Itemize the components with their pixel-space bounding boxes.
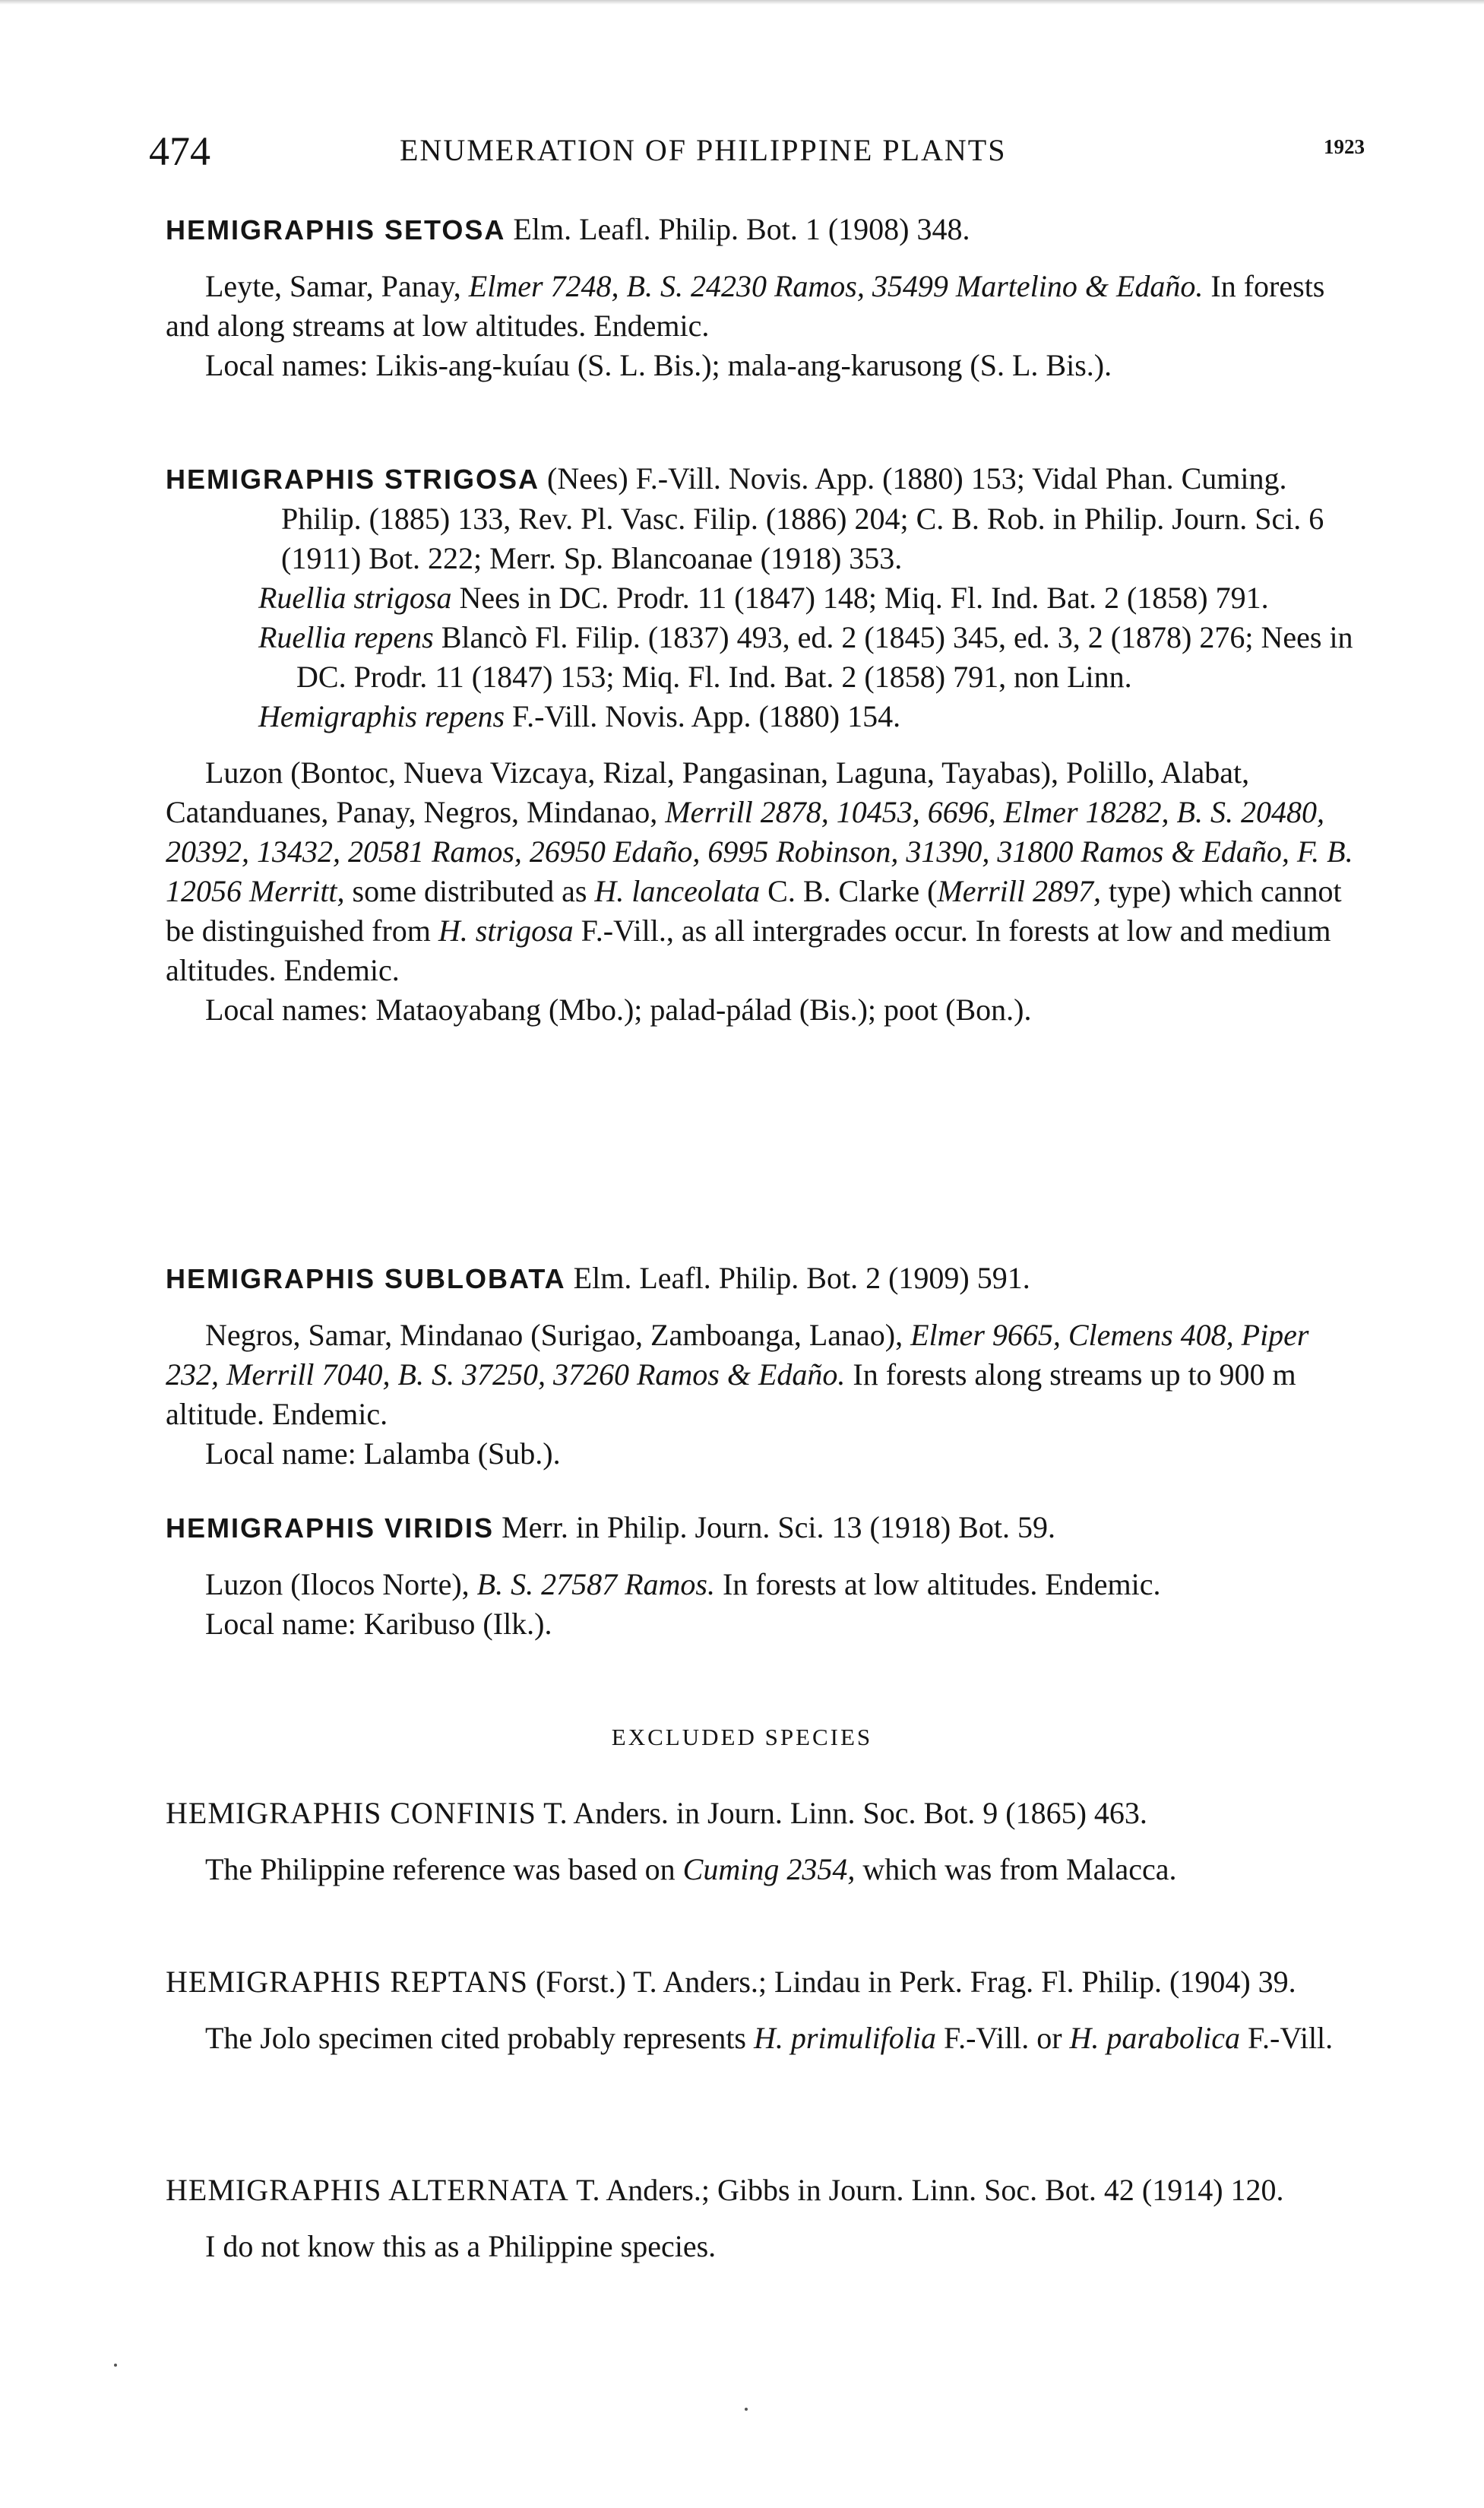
species-citation: Merr. in Philip. Journ. Sci. 13 (1918) Bot. 59. [494,1510,1055,1544]
entry-hemigraphis-strigosa [166,459,1366,1030]
page-year: 1923 [1324,135,1365,158]
distribution-paragraph: Leyte, Samar, Panay, Elmer 7248, B. S. 24230 Ramos, 35499 Martelino & Edaño. In forests and along streams at low altitudes. Endemic. [166,269,1325,343]
species-citation: T. Anders.; Gibbs in Journ. Linn. Soc. Bot. 42 (1914) 120. [568,2173,1284,2207]
local-names: Local name: Karibuso (Ilk.). [205,1607,552,1641]
species-name: HEMIGRAPHIS CONFINIS [166,1796,536,1830]
species-citation: (Nees) F.-Vill. Novis. App. (1880) 153; Vidal Phan. Cuming. Philip. (1885) 133, Rev. Pl. Vasc. Filip. (1886) 204; C. B. Rob. in Philip. Journ. Sci. 6 (1911) Bot. 222; Merr. Sp. Blancoanae (1918) 353. [281,461,1324,575]
species-citation: (Forst.) T. Anders.; Lindau in Perk. Frag. Fl. Philip. (1904) 39. [527,1965,1296,1999]
note-paragraph: I do not know this as a Philippine species. [205,2229,717,2263]
specimen-list: Elmer 9665, Clemens 408, Piper 232, Merrill 7040, B. S. 37250, 37260 Ramos & Edaño. [166,1318,1309,1392]
species-heading [166,1508,1366,1548]
running-title: ENUMERATION OF PHILIPPINE PLANTS [400,133,1007,167]
species-name: HEMIGRAPHIS STRIGOSA [166,464,540,495]
entry-hemigraphis-confinis [166,1794,1366,1889]
synonym-ruellia-strigosa: Ruellia strigosa Nees in DC. Prodr. 11 (1847) 148; Miq. Fl. Ind. Bat. 2 (1858) 791. [258,581,1269,615]
species-citation: Elm. Leafl. Philip. Bot. 1 (1908) 348. [505,212,970,246]
species-name: HEMIGRAPHIS SETOSA [166,214,506,245]
species-name: HEMIGRAPHIS REPTANS [166,1965,528,1999]
note-paragraph: The Philippine reference was based on Cuming 2354, which was from Malacca. [205,1852,1177,1886]
species-citation: Elm. Leafl. Philip. Bot. 2 (1909) 591. [565,1261,1030,1295]
entry-hemigraphis-alternata [166,2171,1366,2266]
species-heading [166,1794,1366,1833]
specimen-list: B. S. 27587 Ramos. [476,1567,715,1601]
entry-hemigraphis-reptans [166,1962,1366,2058]
synonym-ruellia-repens: Ruellia repens Blancò Fl. Filip. (1837) 493, ed. 2 (1845) 345, ed. 3, 2 (1878) 276; Nees in DC. Prodr. 11 (1847) 153; Miq. Fl. Ind. Bat. 2 (1858) 791, non Linn. [258,620,1353,694]
species-heading [166,1962,1366,2002]
scan-speck [114,2364,117,2367]
running-head [149,128,1365,173]
specimen-list: Elmer 7248, B. S. 24230 Ramos, 35499 Martelino & Edaño. [468,269,1204,303]
page-number: 474 [149,128,210,174]
species-citation: T. Anders. in Journ. Linn. Soc. Bot. 9 (1865) 463. [536,1796,1147,1830]
species-name: HEMIGRAPHIS ALTERNATA [166,2173,569,2207]
synonym-hemigraphis-repens: Hemigraphis repens F.-Vill. Novis. App. (1880) 154. [258,699,901,733]
local-names: Local names: Likis-ang-kuíau (S. L. Bis.); mala-ang-karusong (S. L. Bis.). [205,348,1112,382]
distribution-paragraph: Luzon (Bontoc, Nueva Vizcaya, Rizal, Pangasinan, Laguna, Tayabas), Polillo, Alabat, Catanduanes, Panay, Negros, Mindanao, Merrill 2878, 10453, 6696, Elmer 18282, B. S. 20480, 20392, 13432, 20581 Ramos, 26950 Edaño, 6995 Robinson, 31390, 31800 Ramos & Edaño, F. B. 12056 Merritt, some distributed as H. lanceolata C. B. Clarke (Merrill 2897, type) which cannot be distinguished from H. strigosa F.-Vill., as all intergrades occur. In forests at low and medium altitudes. Endemic. [166,755,1353,987]
excluded-species-heading: EXCLUDED SPECIES [611,1724,873,1750]
local-names: Local name: Lalamba (Sub.). [205,1436,561,1471]
species-name: HEMIGRAPHIS SUBLOBATA [166,1263,566,1294]
entry-hemigraphis-viridis [166,1508,1366,1644]
species-heading [166,1259,1366,1299]
scan-speck [745,2408,748,2411]
distribution-paragraph: Negros, Samar, Mindanao (Surigao, Zamboanga, Lanao), Elmer 9665, Clemens 408, Piper 232, Merrill 7040, B. S. 37250, 37260 Ramos & Edaño. In forests along streams up to 900 m altitude. Endemic. [166,1318,1309,1431]
entry-hemigraphis-setosa [166,210,1366,385]
species-heading [166,2171,1366,2210]
local-names: Local names: Mataoyabang (Mbo.); palad-pálad (Bis.); poot (Bon.). [205,993,1032,1027]
entry-hemigraphis-sublobata [166,1259,1366,1474]
specimen-list: Merrill 2878, 10453, 6696, Elmer 18282, B. S. 20480, 20392, 13432, 20581 Ramos, 26950 Edaño, 6995 Robinson, 31390, 31800 Ramos & Edaño, F. B. 12056 Merritt, [166,795,1353,908]
species-heading [166,210,1366,250]
scan-top-edge [0,0,1484,5]
distribution-paragraph: Luzon (Ilocos Norte), B. S. 27587 Ramos. In forests at low altitudes. Endemic. [205,1567,1161,1601]
species-name: HEMIGRAPHIS VIRIDIS [166,1512,495,1544]
note-paragraph: The Jolo specimen cited probably represents H. primulifolia F.-Vill. or H. parabolica F.-Vill. [205,2021,1334,2055]
species-heading [166,459,1366,578]
